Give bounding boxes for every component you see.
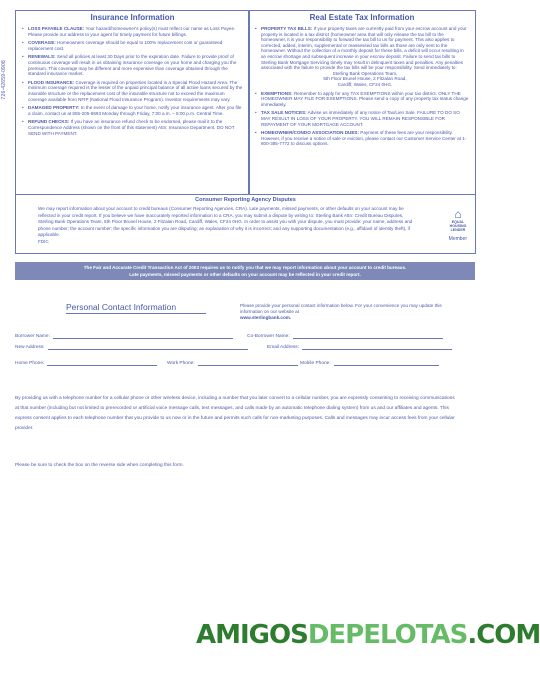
tax-item-heading: HOMEOWNER/CONDO ASSOCIATION DUES: (261, 130, 360, 136)
tax-item-text: Payment of these fees are your responsibility. However, if you receive a notice of sale or eviction, please contact our Customer Service Center at 1-800-385-7772 to discuss options. (261, 130, 467, 147)
bullet-icon: • (255, 110, 257, 116)
insurance-item (22, 26, 243, 37)
email-line[interactable] (302, 344, 452, 350)
tax-item-heading: EXEMPTIONS: (261, 90, 293, 96)
watermark-part-3: .COM (467, 620, 540, 650)
insurance-section (15, 10, 250, 195)
insurance-item-heading: FLOOD INSURANCE: (28, 79, 75, 85)
coborrower-name-line[interactable] (293, 333, 443, 339)
insurance-title: Insurance Information (90, 13, 175, 22)
email-label: Email Address: (267, 345, 299, 350)
fdic-label: FDIC (38, 238, 49, 244)
personal-contact-note (240, 303, 460, 321)
bullet-icon: • (22, 26, 24, 31)
consumer-text: We may report information about your account to credit bureaus (Consumer Reporting Agencies, CRA). Late payments, missed payments, or other defaults on your account may be reflected in your credit report. If you believe we have inaccurately reported information to a CRA, you may submit a dispute by writing to: Sterling Bank Attn: Credit Bureau Disputes, Sterling Bank Operations Team, 5th Floor Brunel House, 2 Fitzalan Road, Cardiff, Wales, CF24 0HG. In order to assist you with your dispute, you must provide: your name, address and phone number; the account number; the specific information you are disputing; an explanation of why it is incorrect; and any supporting documentation (e.g., affidavit of identity theft), if applicable. (38, 206, 413, 238)
mobile-phone-label: Mobile Phone: (300, 361, 331, 366)
form-code: 726-42659-0908 (1, 60, 7, 100)
mailing-address-line: Cardiff, Wales, CF24 0HG. (337, 81, 393, 87)
coborrower-name-field[interactable] (247, 333, 443, 339)
bullet-icon: • (22, 54, 24, 60)
tax-item (255, 130, 469, 147)
coborrower-name-label: Co-Borrower Name: (247, 334, 290, 339)
bullet-icon: • (22, 105, 24, 111)
title-underline (66, 313, 206, 314)
banner-line-2: Late payments, missed payments or other defaults on your account may be reflected in your credit report. (129, 271, 361, 277)
tax-item-heading: TAX SALE NOTICES: (261, 110, 307, 116)
bullet-icon: • (255, 26, 257, 31)
mailing-address-line: 5th Floor Brunel House, 2 Fitzalan Road, (323, 76, 407, 82)
checkbox-note: Please be sure to check the box on the reverse side when completing this form. (15, 463, 184, 468)
insurance-item-heading: DAMAGED PROPERTY: (28, 105, 80, 111)
home-phone-label: Home Phone: (15, 361, 45, 366)
tax-item-text: If your property taxes are currently paid from your escrow account and your property is located in a tax district (homeowner area that will only release the tax bill to the homeowner, it is your responsibility to forward the tax bill to us for payment. This also applies to corrected, added, interim, supplemental or reassessed tax bills as those are only sent to the homeowner. Without the collection of a monthly deposit for these bills, a deficit will occur resulting in an escrow shortage and subsequent increase in your escrow deposit. Failure to send tax bills to Sterling Bank Mortgage Servicing timely may result in delinquent taxes and penalties. Any penalties associated with the failure to provide the tax bills will be your responsibility. Send immediately to: (261, 26, 467, 71)
mobile-phone-line[interactable] (334, 360, 439, 366)
member-label: Member (448, 236, 467, 242)
consumer-section (15, 194, 476, 254)
website-link[interactable]: www.sterlingbank.com. (240, 315, 292, 320)
borrower-name-field[interactable] (15, 333, 233, 339)
watermark-logo (196, 620, 540, 650)
tax-item-text: Advise us immediately of any notice of Tax/Lien Sale. FAILURE TO DO SO MAY RESULT IN LOSS OF YOUR PROPERTY. YOU WILL REMAIN RESPONSIBLE FOR REPAYMENT OF YOUR MORTGAGE ACCOUNT. (261, 110, 460, 127)
insurance-item (22, 79, 243, 102)
tax-item-text: Remember to apply for any TAX EXEMPTIONS within your tax district. ONLY THE HOMEOWNER MAY FILE FOR EXEMPTIONS. Please send a copy of any property tax status change immediately. (261, 90, 469, 107)
note-text: Please provide your personal contact information below. For your convenience you may update this information on our website at (240, 303, 442, 314)
insurance-item-heading: REFUND CHECKS: (28, 119, 70, 125)
equal-housing-label: EQUAL HOUSING LENDER (449, 220, 467, 232)
mailing-address-line: Sterling Bank Operations Team, (332, 70, 398, 76)
new-address-line[interactable] (48, 344, 248, 350)
home-phone-field[interactable] (15, 360, 157, 366)
work-phone-label: Work Phone: (167, 361, 195, 366)
personal-contact-title: Personal Contact Information (66, 302, 177, 312)
mobile-phone-field[interactable] (300, 360, 439, 366)
equal-housing-logo (449, 207, 467, 232)
tax-section (248, 10, 476, 195)
insurance-item-heading: LOSS PAYABLE CLAUSE: (28, 26, 85, 31)
email-field[interactable] (267, 344, 452, 350)
bullet-icon: • (22, 40, 24, 46)
insurance-item-text: Send all policies at least 30 Days prior to the expiration date. Failure to provide proof of continuous coverage will result in us obtaining insurance coverage on your home and charging you the premium. This coverage may be different and more expensive than coverage obtained through the standard insurance market. (28, 54, 237, 77)
tax-item (255, 26, 469, 88)
consent-paragraph: By providing us with a telephone number for a cellular phone or other wireless device, including a number that you later convert to a cellular number, you are expressly consenting to receiving communications at that number (including but not limited to prerecorded or artificial voice message calls, text messages, and calls made by an automatic telephone dialing system) from us and our affiliates and agents. This express consent applies to each telephone number that you provide to us now or in the future and permits such calls for non-marketing purposes. Calls and messages may incur access fees from your cellular provider. (15, 396, 455, 431)
insurance-item-text: Coverage is required on properties located in a Special Flood Hazard Area. The minimum coverage required is the lesser of the unpaid principal balance of all active loans secured by the insurable structure or the replacement cost of the insurable structure not to exceed the maximum coverage available from NFIP (National Flood Insurance Program). Investor requirements may vary. (28, 79, 243, 102)
tax-item (255, 90, 469, 108)
work-phone-field[interactable] (167, 360, 298, 366)
bullet-icon: • (255, 130, 257, 136)
tax-item-heading: PROPERTY TAX BILLS: (261, 26, 313, 31)
insurance-item-text: If you have an insurance refund check to be endorsed, please mail it to the Correspondence Address (shown on the front of this statement) Attn: Insurance Department. DO NOT SEND WITH PAYMENT. (28, 119, 235, 136)
bullet-icon: • (255, 90, 257, 96)
borrower-name-label: Borrower Name: (15, 334, 50, 339)
tax-title: Real Estate Tax Information (309, 13, 415, 22)
watermark-part-2: DEPELOTAS (307, 620, 468, 650)
new-address-field[interactable] (15, 344, 248, 350)
insurance-item-heading: COVERAGE: (28, 40, 56, 46)
insurance-item (22, 54, 243, 77)
bullet-icon: • (22, 119, 24, 125)
insurance-item-text: In the event of damage to your home, notify your insurance agent. After you file a claim, contact us at 855-205-8693 Monday through Friday, 7:00 a.m. – 8:00 p.m. Central Time. (28, 105, 242, 116)
bullet-icon: • (22, 79, 24, 85)
insurance-item-text: Your hazard/homeowner's policy(s) must reflect our name as Loss Payee. Please provide our address to your agent for timely payment for future billings. (28, 26, 236, 37)
tax-item (255, 110, 469, 127)
banner-line-1: The Fair and Accurate Credit Transaction Act of 2003 requires us to notify you that we may report information about your account to credit bureaus. (83, 265, 407, 270)
home-phone-line[interactable] (47, 360, 157, 366)
consumer-title: Consumer Reporting Agency Disputes (195, 197, 296, 203)
borrower-name-line[interactable] (53, 333, 233, 339)
house-icon: ⌂ (454, 207, 462, 221)
insurance-item-heading: RENEWALS: (28, 54, 56, 60)
insurance-item-text: Homeowners coverage should be equal to 100% replacement cost or guaranteed replacement cost. (28, 40, 223, 51)
facta-banner (15, 262, 475, 280)
insurance-item (22, 119, 243, 136)
insurance-item (22, 105, 243, 116)
insurance-item (22, 40, 243, 51)
watermark-part-1: AMIGOS (196, 620, 308, 650)
new-address-label: New Address: (15, 345, 45, 350)
work-phone-line[interactable] (198, 360, 298, 366)
